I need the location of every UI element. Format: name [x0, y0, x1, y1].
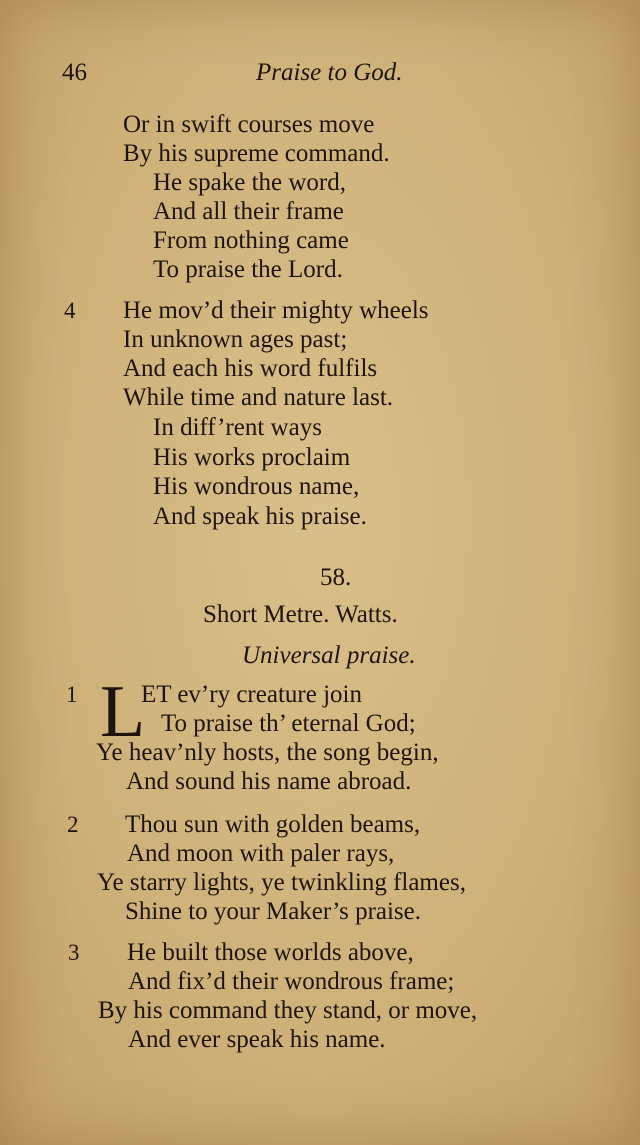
verse-line: To praise the Lord. [153, 256, 343, 283]
verse-line: Thou sun with golden beams, [125, 811, 421, 838]
stanza-number: 4 [64, 298, 76, 323]
verse-line: While time and nature last. [123, 384, 394, 411]
verse-line: He mov’d their mighty wheels [123, 297, 429, 324]
verse-line: By his supreme command. [123, 140, 390, 167]
stanza-number: 1 [66, 682, 78, 707]
verse-line: His wondrous name, [153, 473, 360, 500]
verse-line: And sound his name abroad. [126, 768, 412, 795]
drop-cap-letter: L [100, 671, 146, 753]
verse-line: To praise th’ eternal God; [161, 710, 416, 737]
stanza-number: 3 [68, 940, 80, 965]
verse-line: In unknown ages past; [123, 326, 348, 353]
verse-line: And each his word fulfils [123, 355, 378, 382]
verse-line: In diff’rent ways [153, 414, 322, 441]
verse-line: ET ev’ry creature join [141, 681, 362, 708]
verse-line: And moon with paler rays, [127, 840, 395, 867]
verse-line: By his command they stand, or move, [98, 997, 478, 1024]
verse-line: And fix’d their wondrous frame; [128, 968, 455, 995]
hymn-metre: Short Metre. Watts. [203, 601, 398, 628]
verse-line: And speak his praise. [153, 503, 367, 530]
stanza-number: 2 [67, 812, 79, 837]
verse-line: And ever speak his name. [128, 1026, 386, 1053]
verse-line: His works proclaim [153, 444, 351, 471]
verse-line: Or in swift courses move [123, 111, 375, 138]
hymn-subject: Universal praise. [242, 642, 416, 669]
verse-line: Ye starry lights, ye twinkling flames, [97, 869, 466, 896]
verse-line: Shine to your Maker’s praise. [125, 898, 422, 925]
verse-line: Ye heav’nly hosts, the song begin, [96, 739, 439, 766]
verse-line: From nothing came [153, 227, 349, 254]
hymn-number: 58. [320, 564, 352, 591]
running-title: Praise to God. [256, 59, 403, 86]
verse-line: He spake the word, [153, 169, 346, 196]
verse-line: And all their frame [153, 198, 344, 225]
verse-line: He built those worlds above, [127, 939, 414, 966]
page-number: 46 [62, 59, 87, 86]
